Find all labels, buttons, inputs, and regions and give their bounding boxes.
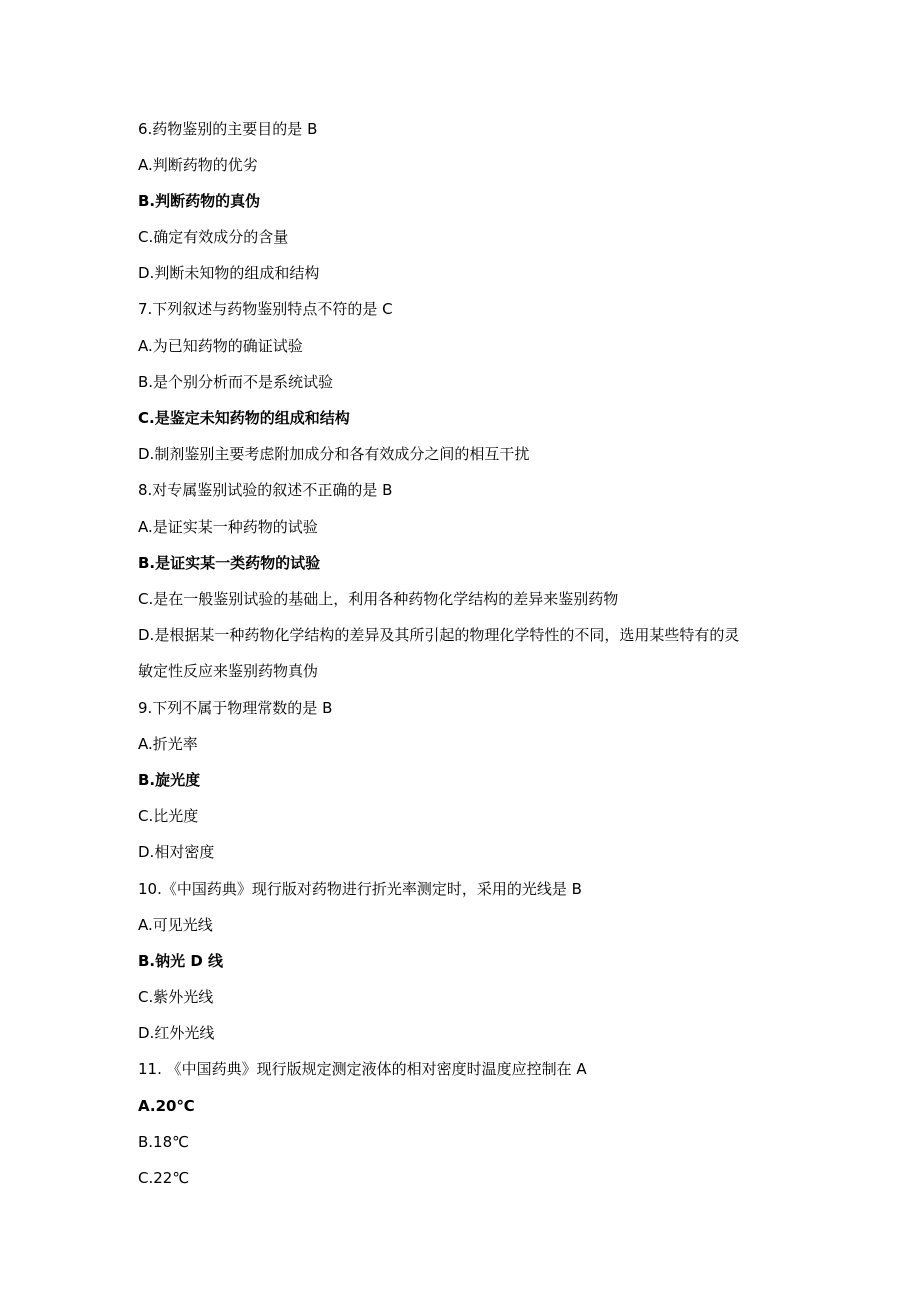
option-c: C.确定有效成分的含量 (138, 228, 289, 246)
option-c-correct: C.是鉴定未知药物的组成和结构 (138, 409, 350, 427)
option-c: C.是在一般鉴别试验的基础上，利用各种药物化学结构的差异来鉴别药物 (138, 590, 619, 608)
option-d: D.是根据某一种药物化学结构的差异及其所引起的物理化学特性的不同，选用某些特有的灵 (138, 626, 740, 644)
question-stem: 11. 《中国药典》现行版规定测定液体的相对密度时温度应控制在 A (138, 1060, 587, 1078)
option-b-correct: B.旋光度 (138, 771, 201, 789)
option-a: A.可见光线 (138, 916, 213, 934)
question-stem: 7.下列叙述与药物鉴别特点不符的是 C (138, 300, 393, 318)
option-d: D.判断未知物的组成和结构 (138, 264, 320, 282)
option-a: A.判断药物的优劣 (138, 156, 258, 174)
question-stem: 9.下列不属于物理常数的是 B (138, 699, 333, 717)
option-d-continuation: 敏定性反应来鉴别药物真伪 (138, 662, 319, 680)
option-a: A.折光率 (138, 735, 198, 753)
option-d: D.制剂鉴别主要考虑附加成分和各有效成分之间的相互干扰 (138, 445, 530, 463)
option-b: B.18℃ (138, 1133, 189, 1151)
question-stem: 8.对专属鉴别试验的叙述不正确的是 B (138, 481, 393, 499)
option-b-correct: B.判断药物的真伪 (138, 192, 261, 210)
question-stem: 6.药物鉴别的主要目的是 B (138, 120, 318, 138)
option-d: D.相对密度 (138, 843, 215, 861)
option-c: C.紫外光线 (138, 988, 214, 1006)
option-a-correct: A.20℃ (138, 1097, 195, 1115)
option-d: D.红外光线 (138, 1024, 215, 1042)
option-a: A.为已知药物的确证试验 (138, 337, 303, 355)
option-c: C.22℃ (138, 1169, 190, 1187)
option-a: A.是证实某一种药物的试验 (138, 518, 318, 536)
option-b-correct: B.是证实某一类药物的试验 (138, 554, 321, 572)
option-c: C.比光度 (138, 807, 199, 825)
option-b-correct: B.钠光 D 线 (138, 952, 224, 970)
option-b: B.是个别分析而不是系统试验 (138, 373, 334, 391)
question-stem: 10.《中国药典》现行版对药物进行折光率测定时，采用的光线是 B (138, 880, 582, 898)
